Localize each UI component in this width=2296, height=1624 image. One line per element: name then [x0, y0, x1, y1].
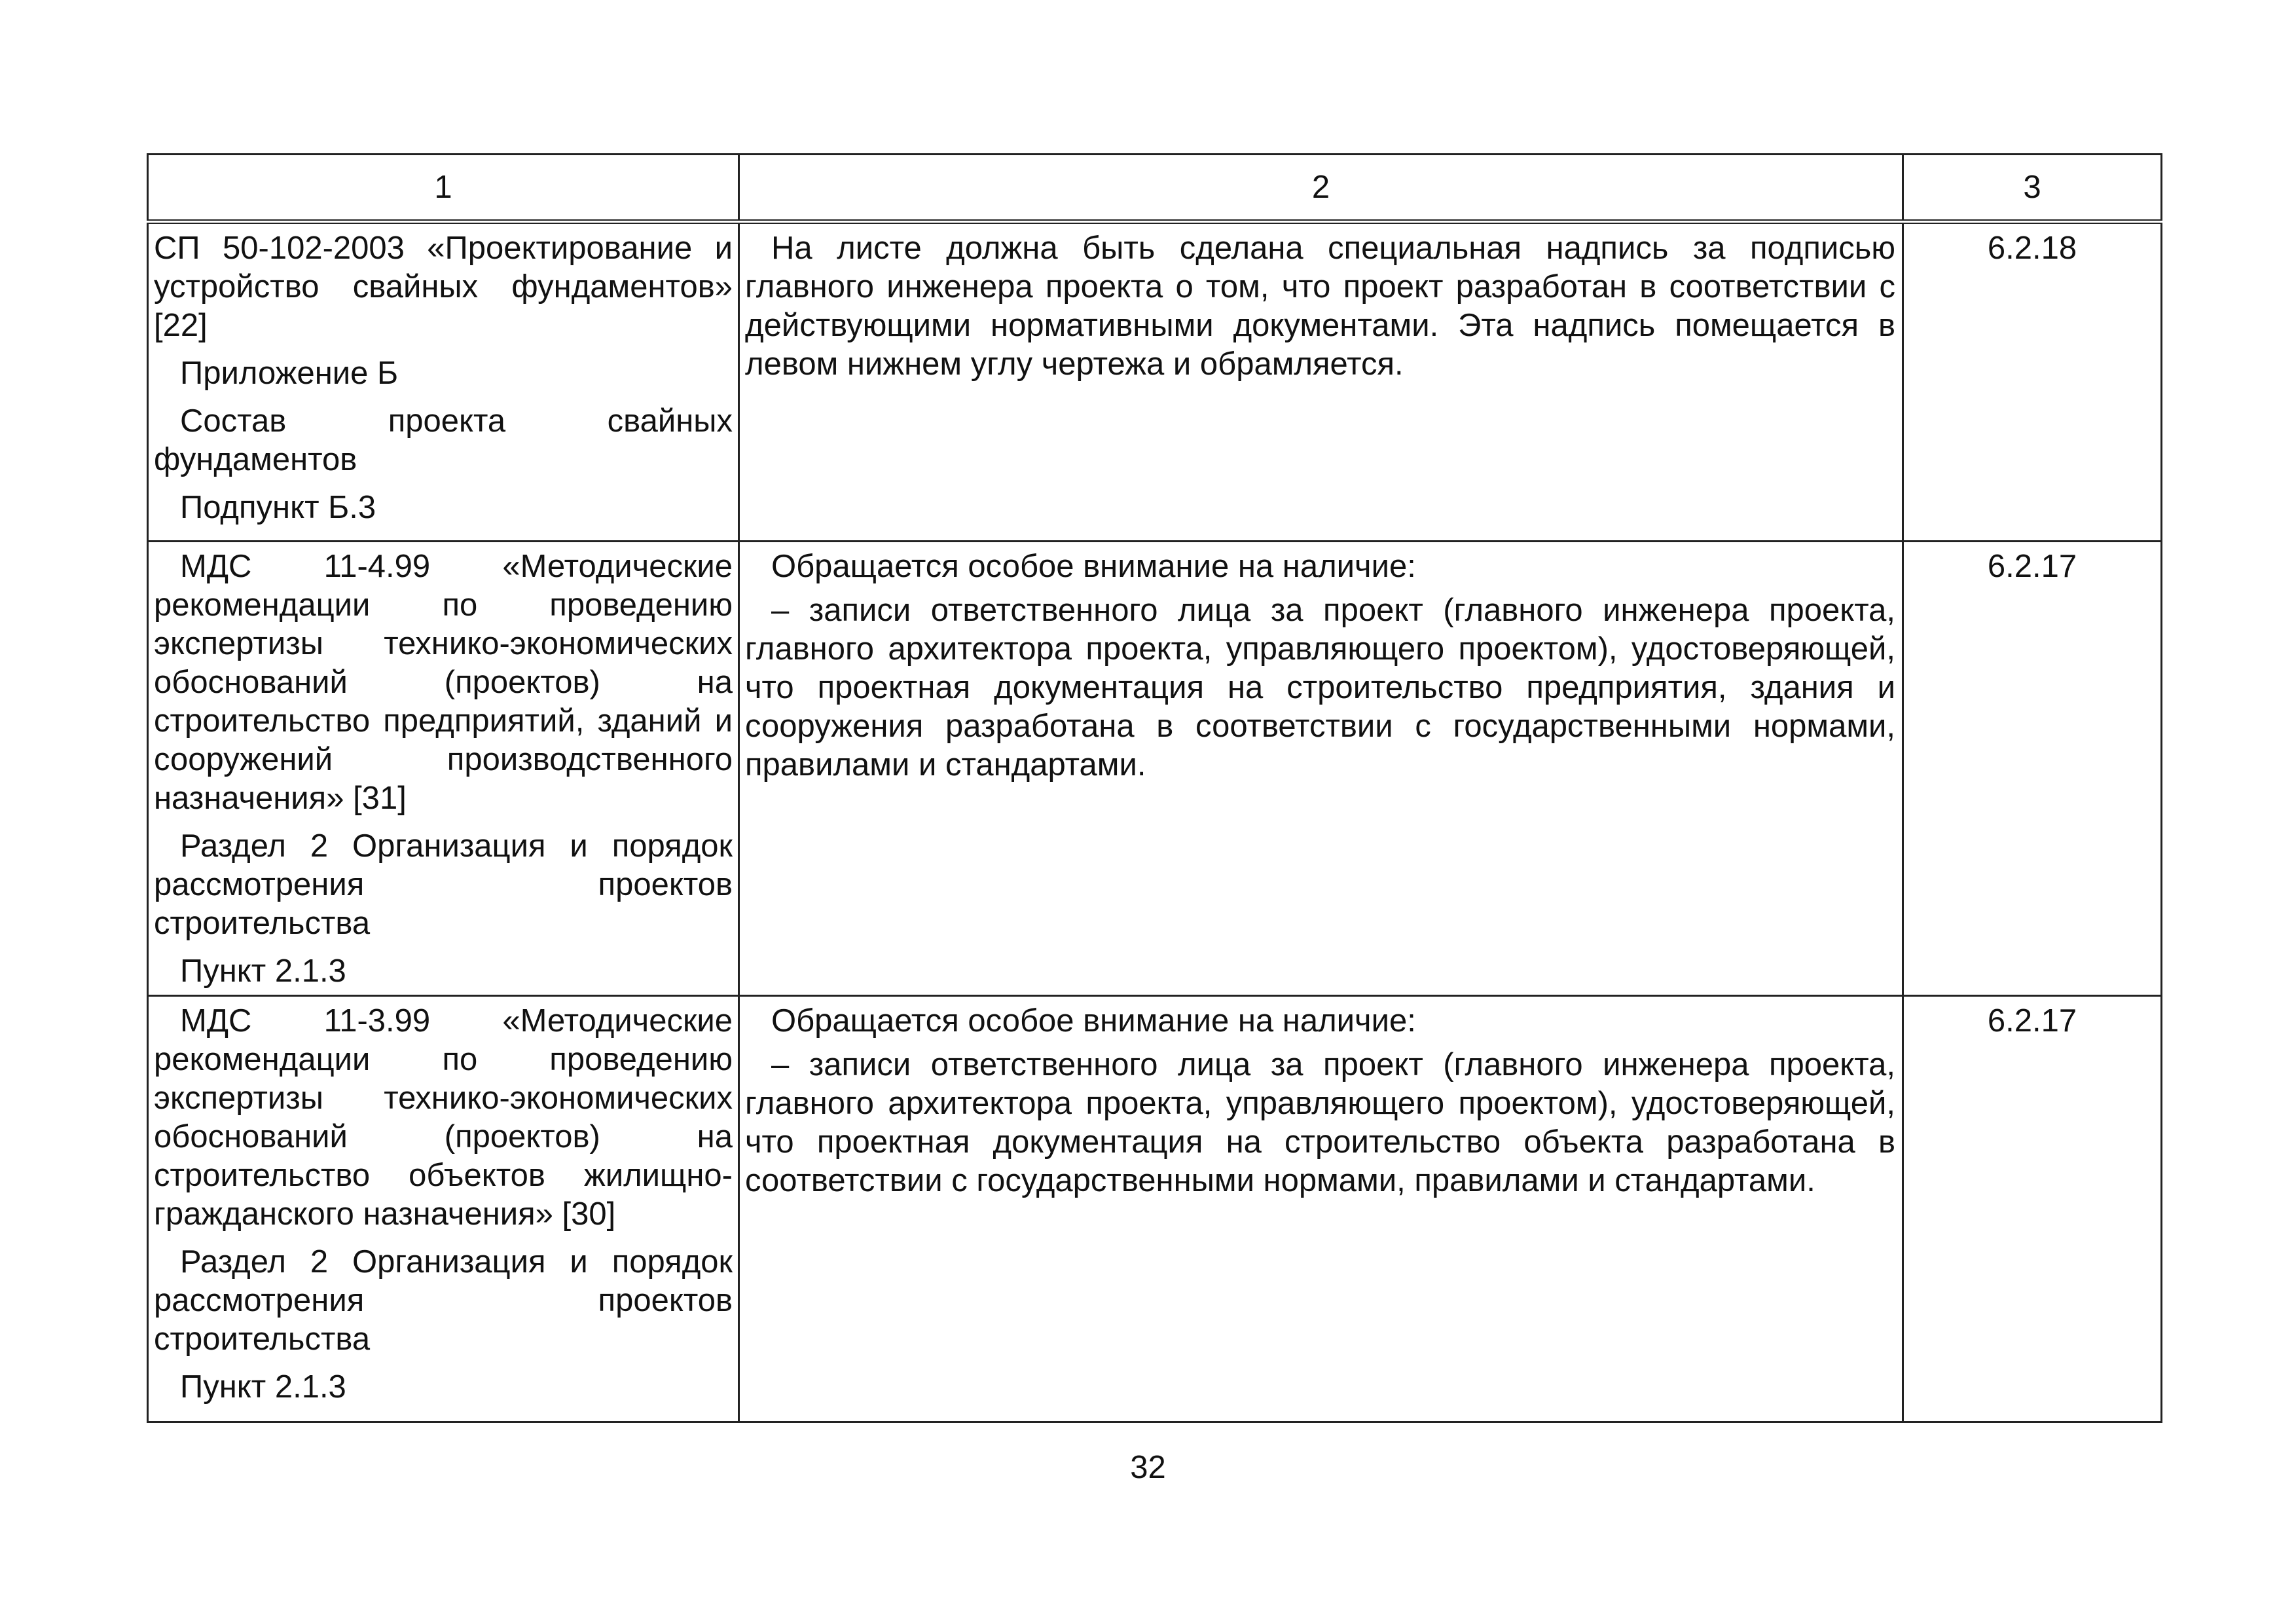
requirement-text: – записи ответственного лица за проект (главного инженера проекта, главного архитектора проекта, управляющего проектом), удостоверяющей, что проектная документация на строительство предприятия, здания и сооружения разработана в соответствии с государственными нормами, правилами и стандартами. [745, 593, 1895, 783]
document-clause: Пункт 2.1.3 [180, 1369, 346, 1405]
requirement-text: – записи ответственного лица за проект (главного инженера проекта, главного архитектора проекта, управляющего проектом), удостоверяющей, что проектная документация на строительство объекта разработана в соответствии с государственными нормами, правилами и стандартами. [745, 1047, 1895, 1198]
document-section: Раздел 2 Организация и порядок рассмотрения проектов строительства [154, 828, 733, 941]
requirements-table [147, 153, 2162, 1423]
clause-number-cell: 6.2.18 [1903, 222, 2162, 542]
table-row [148, 542, 2162, 996]
document-title: МДС 11-3.99 «Методические рекомендации по проведению экспертизы технико-экономических обоснований (проектов) на строительство объектов жилищно-гражданского назначения» [30] [154, 1003, 733, 1232]
requirement-intro: Обращается особое внимание на наличие: [771, 549, 1416, 584]
page-number: 32 [1130, 1450, 1166, 1485]
table-header-row [148, 155, 2162, 222]
document-reference-cell [148, 996, 739, 1422]
requirement-cell [739, 222, 1903, 542]
document-reference-cell [148, 222, 739, 542]
clause-number-cell: 6.2.17 [1903, 542, 2162, 996]
document-title: МДС 11-4.99 «Методические рекомендации по проведению экспертизы технико-экономических обоснований (проектов) на строительство предприятий, зданий и сооружений производственного назначения» [31] [154, 549, 733, 816]
document-title: СП 50-102-2003 «Проектирование и устройство свайных фундаментов» [22] [154, 231, 733, 343]
document-clause: Подпункт Б.3 [180, 490, 376, 525]
header-col-1: 1 [148, 155, 739, 222]
clause-number-cell: 6.2.17 [1903, 996, 2162, 1422]
document-section: Состав проекта свайных фундаментов [154, 403, 733, 477]
header-col-2: 2 [739, 155, 1903, 222]
document-reference-cell [148, 542, 739, 996]
table-row [148, 222, 2162, 542]
requirement-cell [739, 996, 1903, 1422]
document-appendix: Приложение Б [180, 356, 399, 391]
table-row [148, 996, 2162, 1422]
document-clause: Пункт 2.1.3 [180, 953, 346, 989]
requirement-text: На листе должна быть сделана специальная надпись за подписью главного инженера проекта о том, что проект разработан в соответствии с действующими нормативными документами. Эта надпись помещается в левом нижнем углу чертежа и обрамляется. [745, 231, 1895, 382]
requirement-intro: Обращается особое внимание на наличие: [771, 1003, 1416, 1039]
document-section: Раздел 2 Организация и порядок рассмотрения проектов строительства [154, 1244, 733, 1357]
requirement-cell [739, 542, 1903, 996]
header-col-3: 3 [1903, 155, 2162, 222]
